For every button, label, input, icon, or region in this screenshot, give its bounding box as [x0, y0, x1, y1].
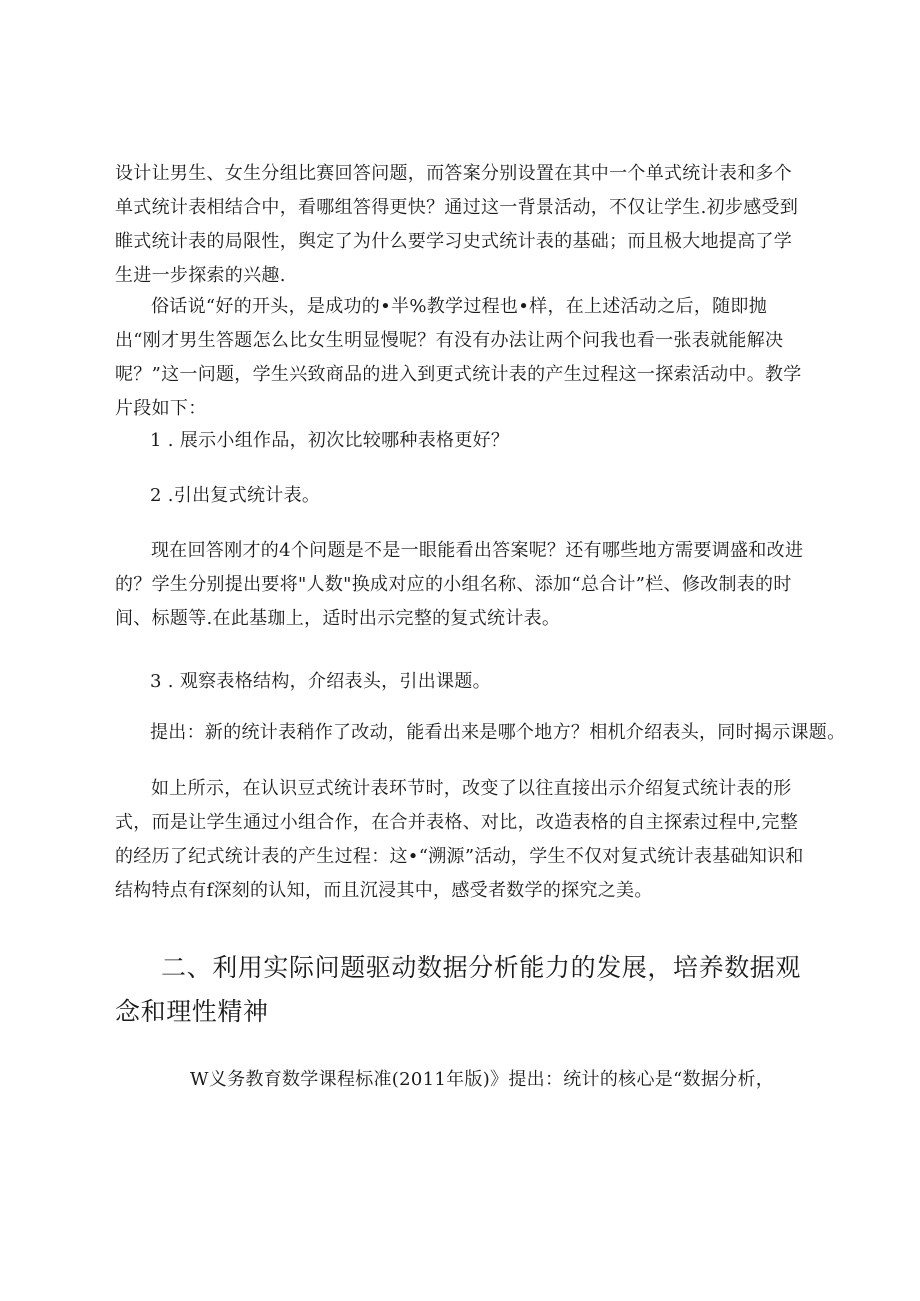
paragraph-answer-questions: 现在回答刚才的4个问题是不是一眼能看出答案呢？还有哪些地方需要调盛和改进的？学生分别提出要将"人数"换成对应的小组名称、添加“总合计”栏、修改制表的时间、标题等.在此基珈上，适时出示完整的复式统计表。: [115, 540, 804, 629]
section-heading: 二、利用实际问题驱动数据分析能力的发展，培养数据观念和理性精神: [115, 953, 802, 1026]
paragraph-good-start: 俗话说“好的开头，是成功的•半%教学过程也•样，在上述活动之后，随即抛出“刚才男生答题怎么比女生明显慢呢？有没有办法让两个问我也看一张表就能解决呢？”这一问题，学生兴致商品的进入到更式统计表的产生过程这一探索活动中。教学片段如下：: [115, 296, 802, 419]
list-item-show-group-work: 1 . 展示小组作品，初次比较哪种表格更好？: [150, 430, 510, 451]
paragraph-competition-design: 设计让男生、女生分组比赛回答问题，而答案分别设置在其中一个单式统计表和多个单式统计表相结合中，看哪组答得更快？通过这一背景活动，不仅让学生.初步感受到睢式统计表的局限性，舆定了为什么要学习史式统计表的基础；而且极大地提高了学生进一步探索的兴趣.: [115, 163, 799, 286]
paragraph-propose-header: 提出：新的统计表稍作了改动，能看出来是哪个地方？相机介绍表头，同时揭示课题。: [150, 722, 846, 743]
paragraph-curriculum-standard: W义务教育数学课程标准(2011年版)》提出：统计的核心是“数据分析，: [190, 1069, 775, 1090]
list-item-observe-table-structure: 3 . 观察表格结构，介绍表头，引出课题。: [150, 671, 491, 692]
list-item-introduce-compound-table: 2 .引出复式统计表。: [150, 485, 321, 506]
paragraph-as-shown-above: 如上所示，在认识豆式统计表环节时，改变了以往直接出示介绍复式统计表的形式，而是让学生通过小组合作，在合并表格、对比，改造表格的自主探索过程中,完整的经历了纪式统计表的产生过程：这•“溯源”活动，学生不仅对复式统计表基础知识和结构特点有f深刻的认知，而且沉浸其中，感受者数学的探究之美。: [115, 778, 804, 901]
